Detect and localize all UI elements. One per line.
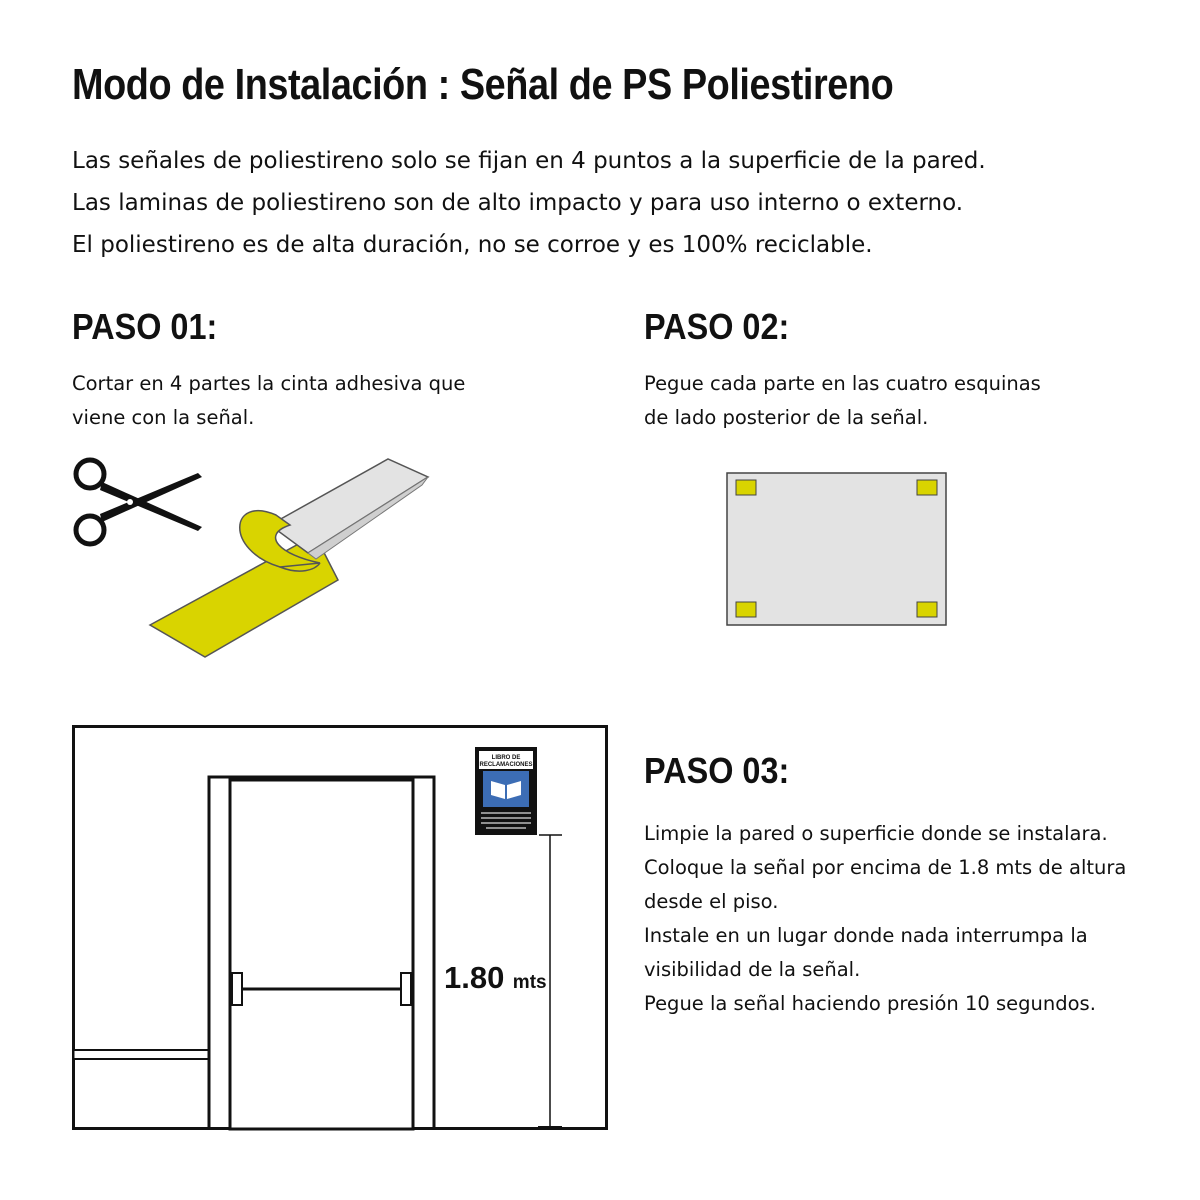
intro-line: El poliestireno es de alta duración, no se corroe y es 100% reciclable. <box>72 232 873 258</box>
intro-line: Las señales de poliestireno solo se fijan en 4 puntos a la superficie de la pared. <box>72 148 986 174</box>
adhesive-pad <box>917 602 937 617</box>
step-3-line: visibilidad de la señal. <box>644 958 861 981</box>
height-value: 1.80 <box>444 960 505 995</box>
step-3-line: Coloque la señal por encima de 1.8 mts de altura <box>644 856 1127 879</box>
adhesive-pad <box>917 480 937 495</box>
step-2-line: Pegue cada parte en las cuatro esquinas <box>644 372 1041 395</box>
page-title: Modo de Instalación : Señal de PS Poliestireno <box>72 60 894 109</box>
adhesive-pad <box>736 480 756 495</box>
height-unit: mts <box>512 972 547 993</box>
step-3-heading: PASO 03: <box>644 750 790 791</box>
step-3-line: Pegue la señal haciendo presión 10 segundos. <box>644 992 1096 1015</box>
step-2-text <box>644 367 1041 435</box>
step-1-line: viene con la señal. <box>72 406 255 429</box>
step-1-heading: PASO 01: <box>72 306 218 347</box>
step-3-line: Instale en un lugar donde nada interrumpa la <box>644 924 1088 947</box>
step-2-line: de lado posterior de la señal. <box>644 406 929 429</box>
sign-label: RECLAMACIONES <box>479 762 533 768</box>
step-3-text <box>644 817 1126 1021</box>
sign-back-icon <box>726 472 948 628</box>
adhesive-tape-icon <box>130 455 440 665</box>
step-2-heading: PASO 02: <box>644 306 790 347</box>
intro-text <box>72 140 1172 266</box>
wall-door-diagram <box>72 725 608 1131</box>
sign-label: LIBRO DE <box>491 755 521 761</box>
step-1-line: Cortar en 4 partes la cinta adhesiva que <box>72 372 466 395</box>
step-3-line: Limpie la pared o superficie donde se instalara. <box>644 822 1108 845</box>
step-3-line: desde el piso. <box>644 890 779 913</box>
intro-line: Las laminas de poliestireno son de alto impacto y para uso interno o externo. <box>72 190 964 216</box>
adhesive-pad <box>736 602 756 617</box>
step-1-text <box>72 367 465 435</box>
